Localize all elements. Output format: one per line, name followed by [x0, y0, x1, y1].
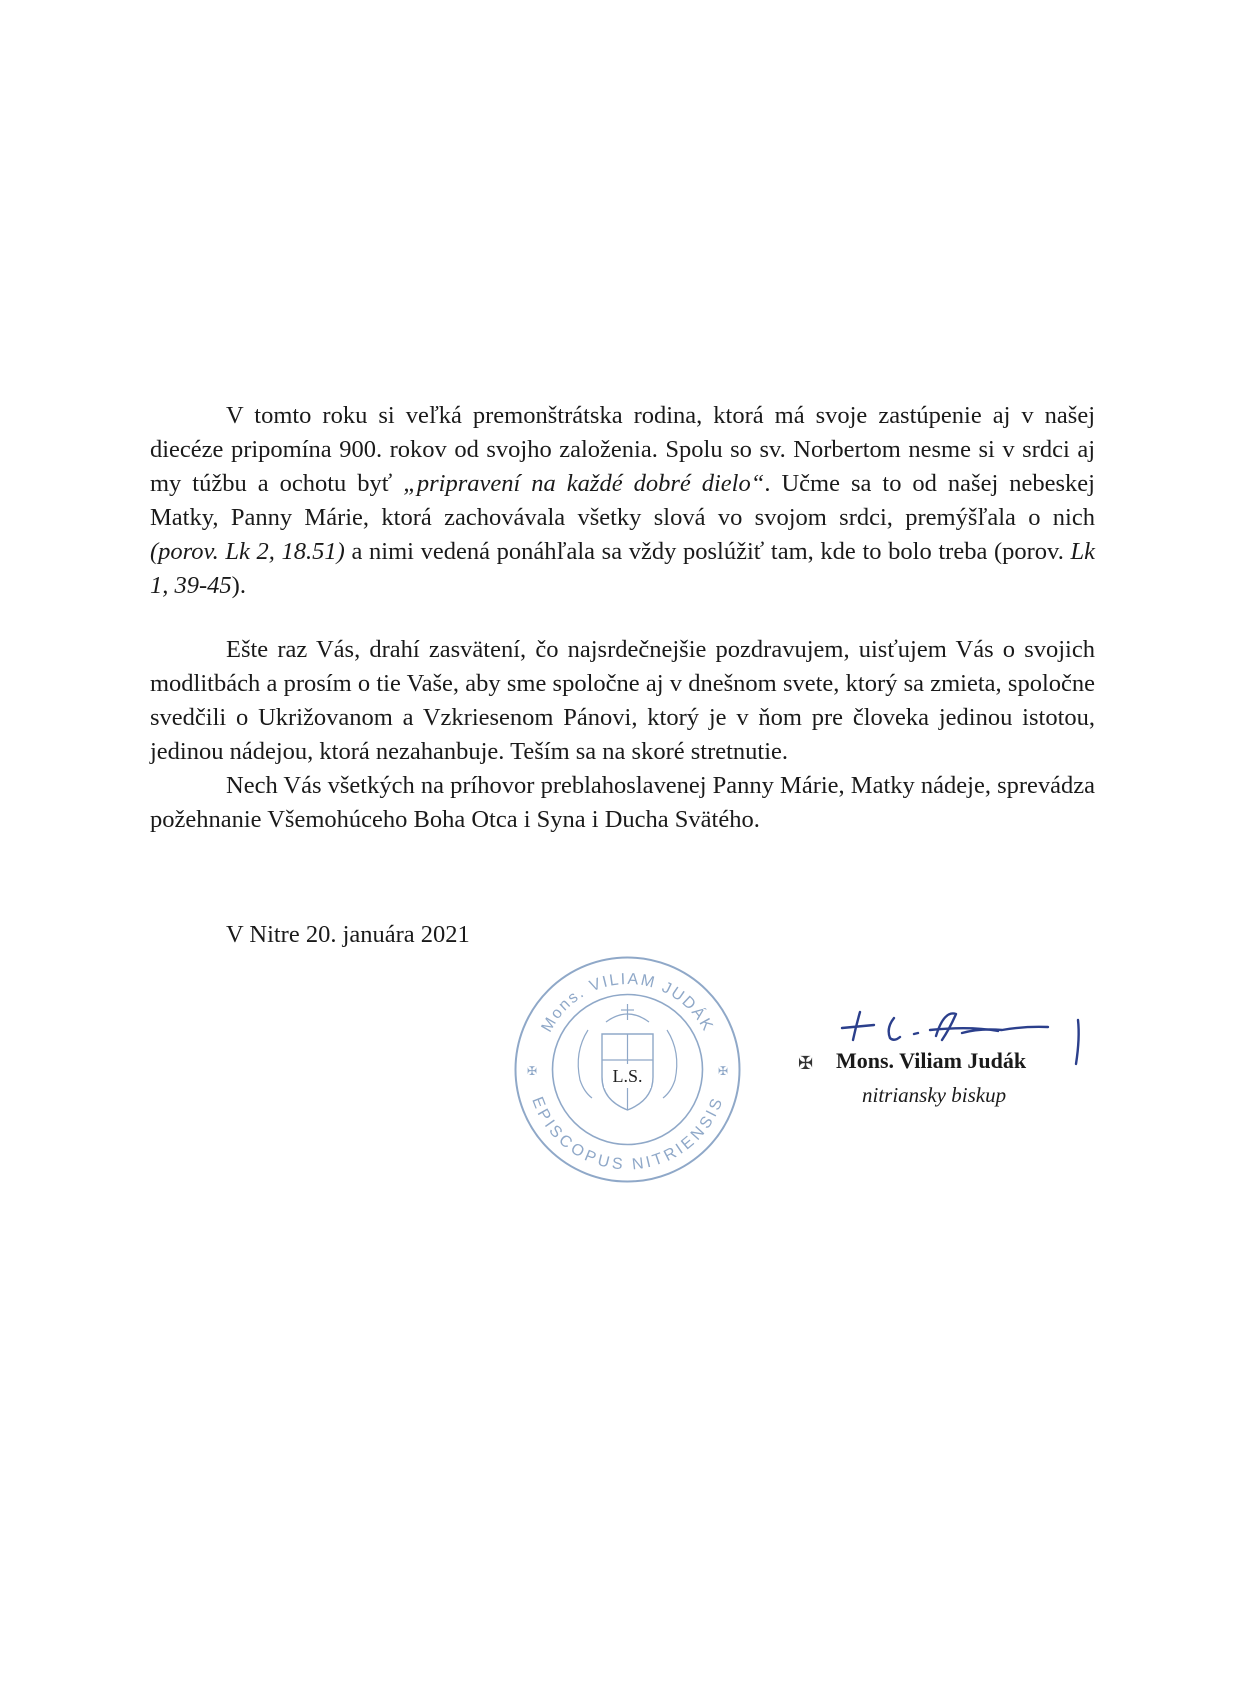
episcopal-cross-icon: ✠	[798, 1053, 814, 1073]
letter-paragraph	[150, 769, 1095, 837]
paragraph-text: Nech Vás všetkých na príhovor preblahoslavenej Panny Márie, Matky nádeje, sprevádza požehnanie Všemohúceho Boha Otca i Syna i Ducha Svätého.	[150, 772, 1096, 833]
citation-text: (porov. Lk 2, 18.51)	[150, 538, 345, 565]
seal-bottom-text: EPISCOPUS NITRIENSIS	[528, 1094, 727, 1174]
seal-center-text: L.S.	[612, 1066, 643, 1086]
signer-title: nitriansky biskup	[862, 1083, 1007, 1107]
seal-top-text: Mons. VILIAM JUDÁK	[538, 970, 717, 1036]
paragraph-text: . Učme sa to od našej nebeskej Matky, Panny Márie, ktorá zachovávala všetky slová vo svojom srdci, premýšľala o nich	[150, 470, 1095, 531]
paragraph-text: V tomto roku si veľká premonštrátska rodina, ktorá má svoje zastúpenie aj v našej diecéze pripomína 900. rokov od svojho založenia. Spolu so sv. Norbertom nesme si v srdci aj my túžbu a ochotu byť	[150, 402, 1095, 497]
letter-paragraph	[150, 633, 1095, 769]
citation-text: „pripravení na každé dobré dielo“	[403, 470, 765, 497]
letter-body	[150, 399, 1095, 837]
handwritten-signature	[830, 1006, 1090, 1086]
seal-star-right-icon: ✠	[717, 1064, 729, 1078]
letter-paragraph	[150, 399, 1095, 603]
paragraph-text: Ešte raz Vás, drahí zasvätení, čo najsrdečnejšie pozdravujem, uisťujem Vás o svojich modlitbách a prosím o tie Vaše, aby sme spoločne aj v dnešnom svete, ktorý sa zmieta, spoločne svedčili o Ukrižovanom a Vzkriesenom Pánovi, ktorý je v ňom pre človeka jedinou istotou, jedinou nádejou, ktorá nezahanbuje. Teším sa na skoré stretnutie.	[150, 636, 1095, 765]
signer-name: Mons. Viliam Judák	[836, 1048, 1027, 1073]
episcopal-seal	[510, 952, 745, 1187]
seal-star-left-icon: ✠	[526, 1064, 538, 1078]
citation-text: Lk 1, 39-45	[150, 538, 1095, 599]
paragraph-text: ).	[231, 572, 246, 599]
svg-text:Mons. VILIAM JUDÁK	[539, 971, 717, 1035]
paragraph-text: a nimi vedená ponáhľala sa vždy poslúžiť tam, kde to bolo treba (porov.	[344, 538, 1071, 565]
date-line: V Nitre 20. januára 2021	[226, 921, 470, 948]
